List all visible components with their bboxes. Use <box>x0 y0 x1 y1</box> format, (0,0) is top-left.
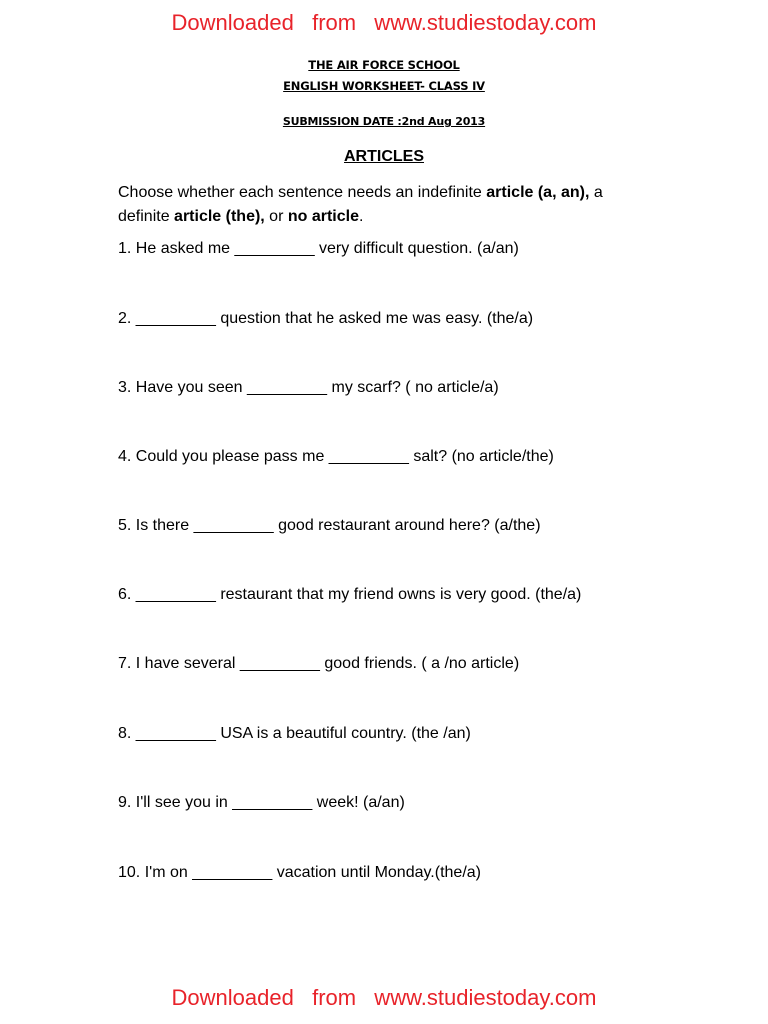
submission-date: SUBMISSION DATE :2nd Aug 2013 <box>282 115 486 128</box>
worksheet-title: ENGLISH WORKSHEET- CLASS IV <box>283 79 485 93</box>
instructions-bold-1: article (a, an), <box>486 184 590 201</box>
question-4: 4. Could you please pass me _________ salt? (no article/the) <box>118 448 554 465</box>
instructions <box>118 181 638 229</box>
question-7: 7. I have several _________ good friends. ( a /no article) <box>118 655 520 672</box>
instructions-bold-2: article (the), <box>174 208 265 225</box>
instructions-text-4: . <box>359 208 364 225</box>
school-name: THE AIR FORCE SCHOOL <box>308 58 460 72</box>
download-banner-top: Downloaded from www.studiestoday.com <box>171 10 597 35</box>
question-3: 3. Have you seen _________ my scarf? ( no article/a) <box>118 379 499 396</box>
question-1: 1. He asked me _________ very difficult question. (a/an) <box>118 240 519 257</box>
instructions-text-1: Choose whether each sentence needs an indefinite <box>118 184 487 201</box>
question-10: 10. I'm on _________ vacation until Monday.(the/a) <box>118 864 481 881</box>
instructions-text-3: or <box>264 208 288 225</box>
page-title: ARTICLES <box>344 148 424 165</box>
question-5: 5. Is there _________ good restaurant around here? (a/the) <box>118 517 541 534</box>
instructions-bold-3: no article <box>287 208 359 225</box>
question-2: 2. _________ question that he asked me was easy. (the/a) <box>118 310 534 327</box>
download-banner-bottom: Downloaded from www.studiestoday.com <box>171 985 597 1010</box>
question-9: 9. I'll see you in _________ week! (a/an) <box>118 794 405 811</box>
question-8: 8. _________ USA is a beautiful country. (the /an) <box>118 725 471 742</box>
instructions-text-2: a definite <box>118 184 603 225</box>
question-6: 6. _________ restaurant that my friend owns is very good. (the/a) <box>118 586 582 603</box>
